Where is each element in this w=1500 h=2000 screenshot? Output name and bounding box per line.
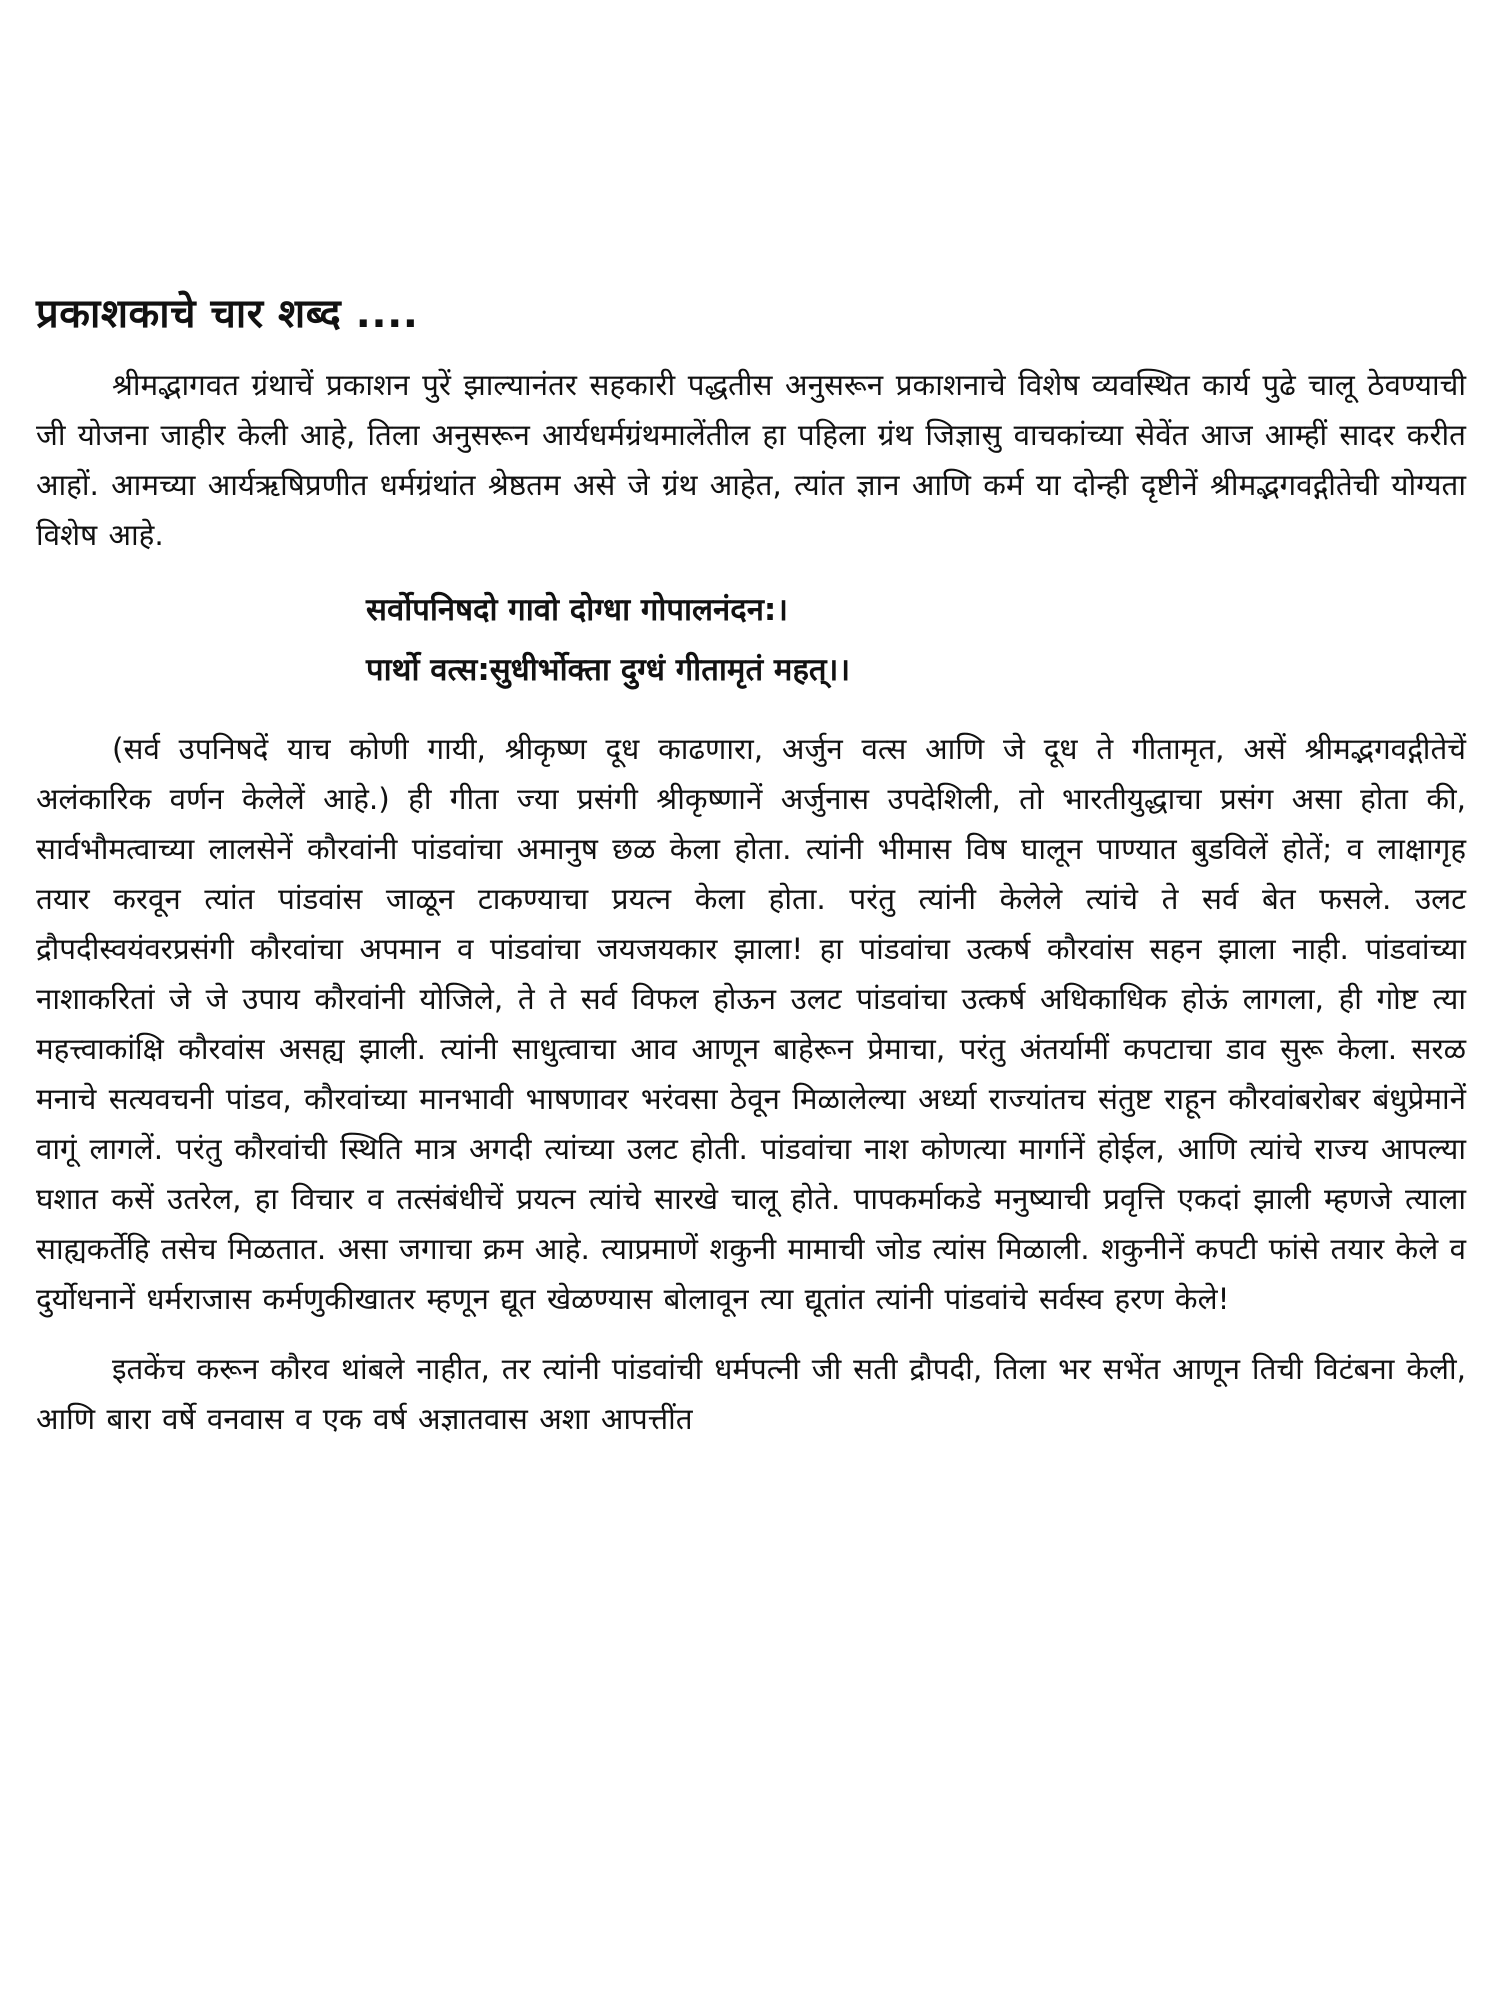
paragraph-intro: श्रीमद्भागवत ग्रंथाचें प्रकाशन पुरें झाल्यानंतर सहकारी पद्धतीस अनुसरून प्रकाशनाचे विशेष व्यवस्थित कार्य पुढे चालू ठेवण्याची जी योजना जाहीर केली आहे, तिला अनुसरून आर्यधर्मग्रंथमालेंतील हा पहिला ग्रंथ जिज्ञासु वाचकांच्या सेवेंत आज आम्हीं सादर करीत आहों. आमच्या आर्यऋषिप्रणीत धर्मग्रंथांत श्रेष्ठतम असे जे ग्रंथ आहेत, त्यांत ज्ञान आणि कर्म या दोन्ही दृष्टीनें श्रीमद्भगवद्गीतेची योग्यता विशेष आहे. (36, 368, 1466, 552)
paragraph-continuation: इतकेंच करून कौरव थांबले नाहीत, तर त्यांनी पांडवांची धर्मपत्नी जी सती द्रौपदी, तिला भर सभेंत आणून तिची विटंबना केली, आणि बारा वर्षे वनवास व एक वर्ष अज्ञातवास अशा आपत्तींत (36, 1352, 1466, 1436)
page-content (36, 290, 1466, 1444)
paragraph-gita-context: (सर्व उपनिषदें याच कोणी गायी, श्रीकृष्ण दूध काढणारा, अर्जुन वत्स आणि जे दूध ते गीतामृत, असें श्रीमद्भगवद्गीतेचें अलंकारिक वर्णन केलेलें आहे.) ही गीता ज्या प्रसंगी श्रीकृष्णानें अर्जुनास उपदेशिली, तो भारतीयुद्धाचा प्रसंग असा होता की, सार्वभौमत्वाच्या लालसेनें कौरवांनी पांडवांचा अमानुष छळ केला होता. त्यांनी भीमास विष घालून पाण्यात बुडविलें होतें; व लाक्षागृह तयार करवून त्यांत पांडवांस जाळून टाकण्याचा प्रयत्न केला होता. परंतु त्यांनी केलेले त्यांचे ते सर्व बेत फसले. उलट द्रौपदीस्वयंवरप्रसंगी कौरवांचा अपमान व पांडवांचा जयजयकार झाला! हा पांडवांचा उत्कर्ष कौरवांस सहन झाला नाही. पांडवांच्या नाशाकरितां जे जे उपाय कौरवांनी योजिले, ते ते सर्व विफल होऊन उलट पांडवांचा उत्कर्ष अधिकाधिक होऊं लागला, ही गोष्ट त्या महत्त्वाकांक्षि कौरवांस असह्य झाली. त्यांनी साधुत्वाचा आव आणून बाहेरून प्रेमाचा, परंतु अंतर्यामीं कपटाचा डाव सुरू केला. सरळ मनाचे सत्यवचनी पांडव, कौरवांच्या मानभावी भाषणावर भरंवसा ठेवून मिळालेल्या अर्ध्या राज्यांतच संतुष्ट राहून कौरवांबरोबर बंधुप्रेमानें वागूं लागलें. परंतु कौरवांची स्थिति मात्र अगदी त्यांच्या उलट होती. पांडवांचा नाश कोणत्या मार्गानें होईल, आणि त्यांचे राज्य आपल्या घशात कसें उतरेल, हा विचार व तत्संबंधीचें प्रयत्न त्यांचे सारखे चालू होते. पापकर्माकडे मनुष्याची प्रवृत्ति एकदां झाली म्हणजे त्याला साह्यकर्तेहि तसेच मिळतात. असा जगाचा क्रम आहे. त्याप्रमाणें शकुनी मामाची जोड त्यांस मिळाली. शकुनीनें कपटी फांसे तयार केले व दुर्योधनानें धर्मराजास कर्मणुकीखातर म्हणून द्यूत खेळण्यास बोलावून त्या द्यूतांत त्यांनी पांडवांचे सर्वस्व हरण केले! (36, 732, 1466, 1316)
section-heading: प्रकाशकाचे चार शब्द .... (36, 291, 419, 337)
sanskrit-verse (36, 580, 1466, 700)
verse-line-2: पार्थो वत्स:सुधीर्भोक्ता दुग्धं गीतामृतं महत्।। (366, 652, 851, 688)
verse-line-1: सर्वोपनिषदो गावो दोग्धा गोपालनंदन:। (366, 592, 789, 628)
